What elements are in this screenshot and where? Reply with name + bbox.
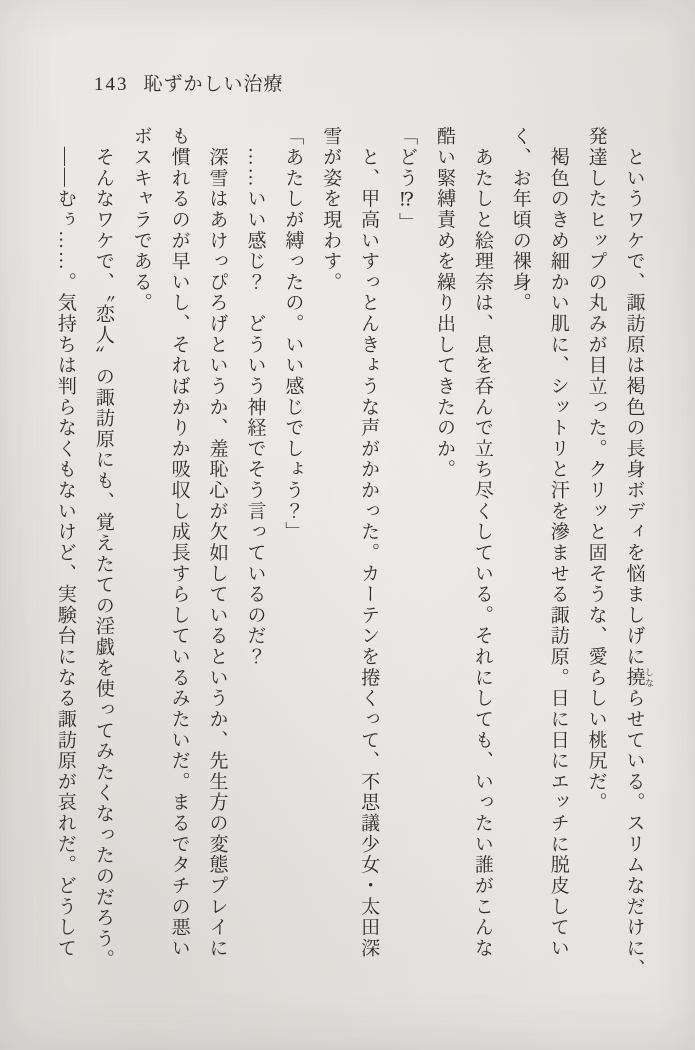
- text-column: 雪が姿を現わす。: [320, 126, 342, 293]
- text-column: 「どう⁉」: [396, 126, 418, 234]
- text-column: ――むぅ……。気持ちは判らなくもないけど、実験台になる諏訪原が哀れだ。どうして: [54, 146, 76, 959]
- text-column: も慣れるのが早いし、そればかりか吸収し成長すらしているみたいだ。まるでタチの悪い: [168, 126, 190, 959]
- vertical-text-block: [46, 126, 654, 1006]
- text-column: 深雪はあけっぴろげというか、羞恥心が欠如しているというか、先生方の変態プレイに: [206, 146, 228, 959]
- text-column: あたしと絵理奈は、息を呑んで立ち尽くしている。それにしても、いったい誰がこんな: [471, 146, 493, 959]
- text-column: そんなワケで、〝恋人〟の諏訪原にも、覚えたての淫戯を使ってみたくなったのだろう。: [92, 146, 114, 970]
- page-number: 143: [94, 74, 129, 95]
- text-column: ……いい感じ？ どういう神経でそう言っているのだ？: [244, 146, 266, 668]
- text-column: と、甲高いすっとんきょうな声がかかった。カーテンを捲くって、不思議少女・太田深: [358, 146, 380, 959]
- text-column: というワケで、諏訪原は褐色の長身ボディを悩ましげに撓 しならせている。スリムなだけに、: [623, 146, 654, 980]
- running-head: [94, 69, 284, 96]
- text-column: ボスキャラである。: [130, 126, 152, 314]
- text-column: く、お年頃の裸身。: [509, 126, 531, 314]
- text-column: 発達したヒップの丸みが目立った。クリッと固そうな、愛らしい桃尻だ。: [585, 126, 607, 813]
- chapter-title: 恥ずかしい治療: [143, 74, 284, 95]
- text-column: 酷い緊縛責めを繰り出してきたのか。: [433, 126, 455, 480]
- text-column: 「あたしが縛ったの。いい感じでしょう？」: [282, 126, 304, 543]
- text-column: 褐色のきめ細かい肌に、シットリと汗を滲ませる諏訪原。日に日にエッチに脱皮してい: [547, 146, 569, 959]
